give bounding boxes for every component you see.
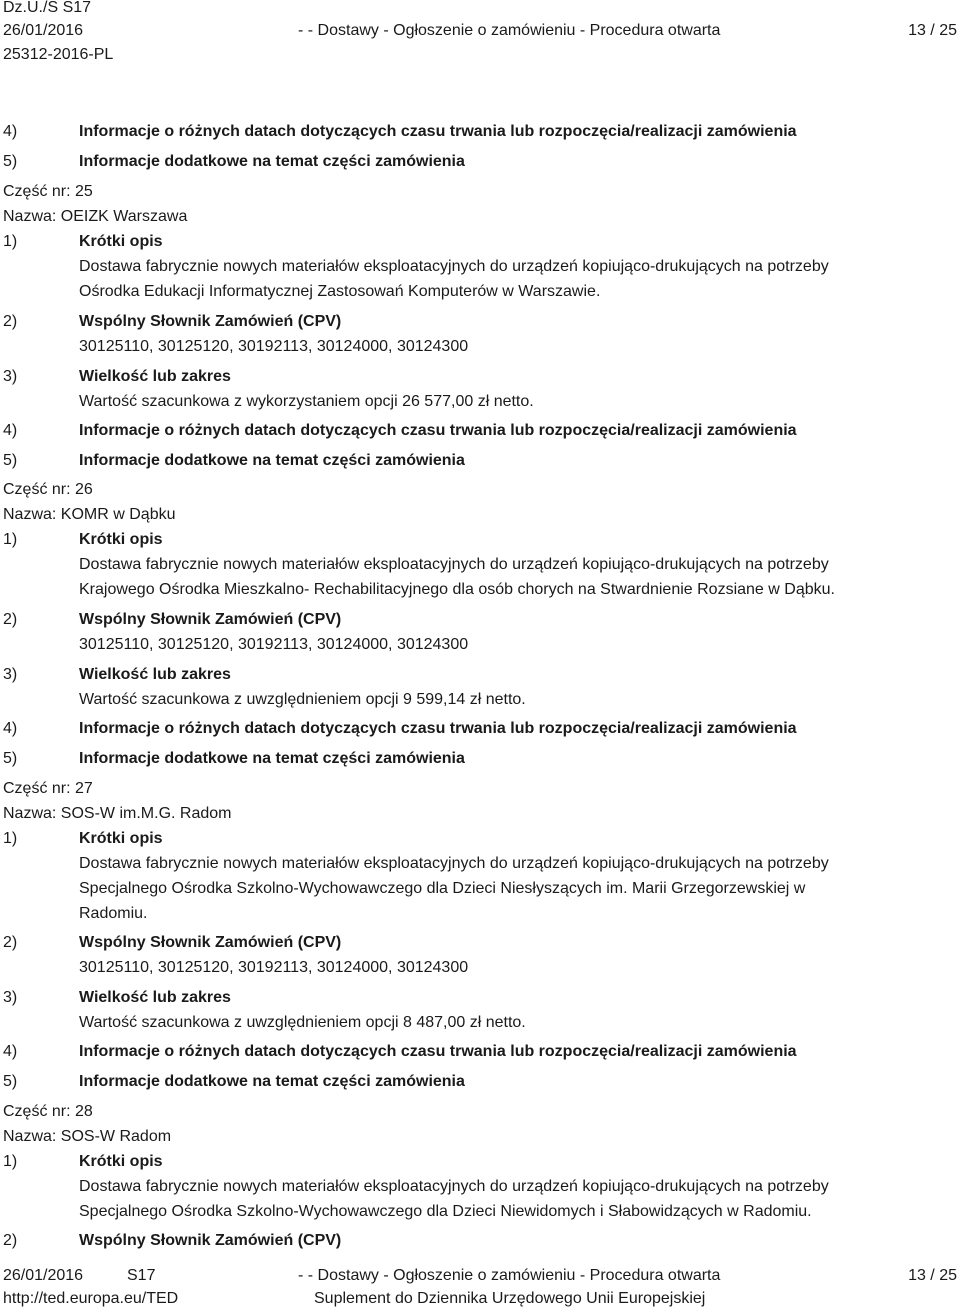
item-number: 5) [3,750,18,767]
short-desc-heading: Krótki opis [79,1153,163,1170]
short-desc-heading: Krótki opis [79,830,163,847]
cpv-codes: 30125110, 30125120, 30192113, 30124000, 30124300 [79,959,469,976]
item-number: 3) [3,368,18,385]
footer-title: - - Dostawy - Ogłoszenie o zamówieniu - Procedura otwarta [298,1267,721,1284]
cpv-heading: Wspólny Słownik Zamówień (CPV) [79,1232,342,1249]
description-line: Specjalnego Ośrodka Szkolno-Wychowawczego dla Dzieci Niesłyszących im. Marii Grzegorzewskiej w [79,880,806,897]
extra-info-heading: Informacje dodatkowe na temat części zamówienia [79,153,465,170]
item-number: 5) [3,452,18,469]
header-title: - - Dostawy - Ogłoszenie o zamówieniu - Procedura otwarta [298,22,721,39]
item-number: 3) [3,989,18,1006]
header-page: 13 / 25 [908,22,957,39]
description-line: Dostawa fabrycznie nowych materiałów eksploatacyjnych do urządzeń kopiująco-drukujących na potrzeby [79,258,829,275]
short-desc-heading: Krótki opis [79,531,163,548]
item-number: 2) [3,1232,18,1249]
part-number: Część nr: 28 [3,1103,93,1120]
part-name: Nazwa: SOS-W im.M.G. Radom [3,805,232,822]
header-date: 26/01/2016 [3,22,84,39]
item-number: 2) [3,611,18,628]
cpv-codes: 30125110, 30125120, 30192113, 30124000, 30124300 [79,636,469,653]
notice-id: 25312-2016-PL [3,46,114,63]
description-line: Dostawa fabrycznie nowych materiałów eksploatacyjnych do urządzeń kopiująco-drukujących na potrzeby [79,1178,829,1195]
item-number: 2) [3,934,18,951]
cpv-heading: Wspólny Słownik Zamówień (CPV) [79,313,342,330]
description-line: Ośrodka Edukacji Informatycznej Zastosowań Komputerów w Warszawie. [79,283,601,300]
footer-date: 26/01/2016 [3,1267,84,1284]
part-name: Nazwa: OEIZK Warszawa [3,208,188,225]
scope-heading: Wielkość lub zakres [79,666,231,683]
dates-heading: Informacje o różnych datach dotyczących czasu trwania lub rozpoczęcia/realizacji zamówienia [79,123,797,140]
description-line: Krajowego Ośrodka Mieszkalno- Rechabilitacyjnego dla osób chorych na Stwardnienie Rozsiane w Dąbku. [79,581,835,598]
cpv-heading: Wspólny Słownik Zamówień (CPV) [79,611,342,628]
part-name: Nazwa: SOS-W Radom [3,1128,172,1145]
cpv-codes: 30125110, 30125120, 30192113, 30124000, 30124300 [79,338,469,355]
part-number: Część nr: 25 [3,183,93,200]
dates-heading: Informacje o różnych datach dotyczących czasu trwania lub rozpoczęcia/realizacji zamówienia [79,1043,797,1060]
item-number: 2) [3,313,18,330]
dates-heading: Informacje o różnych datach dotyczących czasu trwania lub rozpoczęcia/realizacji zamówienia [79,422,797,439]
item-number: 4) [3,422,18,439]
item-number: 4) [3,720,18,737]
scope-heading: Wielkość lub zakres [79,368,231,385]
footer-url-link[interactable]: http://ted.europa.eu/TED [3,1290,179,1307]
description-line: Radomiu. [79,905,148,922]
item-number: 1) [3,1153,18,1170]
scope-heading: Wielkość lub zakres [79,989,231,1006]
item-number: 4) [3,123,18,140]
description-line: Dostawa fabrycznie nowych materiałów eksploatacyjnych do urządzeń kopiująco-drukujących na potrzeby [79,556,829,573]
estimated-value: Wartość szacunkowa z uwzględnieniem opcji 9 599,14 zł netto. [79,691,526,708]
estimated-value: Wartość szacunkowa z uwzględnieniem opcji 8 487,00 zł netto. [79,1014,526,1031]
part-name: Nazwa: KOMR w Dąbku [3,506,176,523]
item-number: 3) [3,666,18,683]
item-number: 5) [3,1073,18,1090]
footer-supplement: Suplement do Dziennika Urzędowego Unii Europejskiej [314,1290,706,1307]
part-number: Część nr: 26 [3,481,93,498]
item-number: 5) [3,153,18,170]
description-line: Specjalnego Ośrodka Szkolno-Wychowawczego dla Dzieci Niewidomych i Słabowidzących w Radomiu. [79,1203,812,1220]
item-number: 4) [3,1043,18,1060]
extra-info-heading: Informacje dodatkowe na temat części zamówienia [79,452,465,469]
estimated-value: Wartość szacunkowa z wykorzystaniem opcji 26 577,00 zł netto. [79,393,534,410]
short-desc-heading: Krótki opis [79,233,163,250]
extra-info-heading: Informacje dodatkowe na temat części zamówienia [79,750,465,767]
footer-series: S17 [127,1267,156,1284]
description-line: Dostawa fabrycznie nowych materiałów eksploatacyjnych do urządzeń kopiująco-drukujących na potrzeby [79,855,829,872]
journal-ref: Dz.U./S S17 [3,0,92,16]
item-number: 1) [3,233,18,250]
dates-heading: Informacje o różnych datach dotyczących czasu trwania lub rozpoczęcia/realizacji zamówienia [79,720,797,737]
item-number: 1) [3,830,18,847]
footer-page: 13 / 25 [908,1267,957,1284]
cpv-heading: Wspólny Słownik Zamówień (CPV) [79,934,342,951]
part-number: Część nr: 27 [3,780,93,797]
item-number: 1) [3,531,18,548]
extra-info-heading: Informacje dodatkowe na temat części zamówienia [79,1073,465,1090]
